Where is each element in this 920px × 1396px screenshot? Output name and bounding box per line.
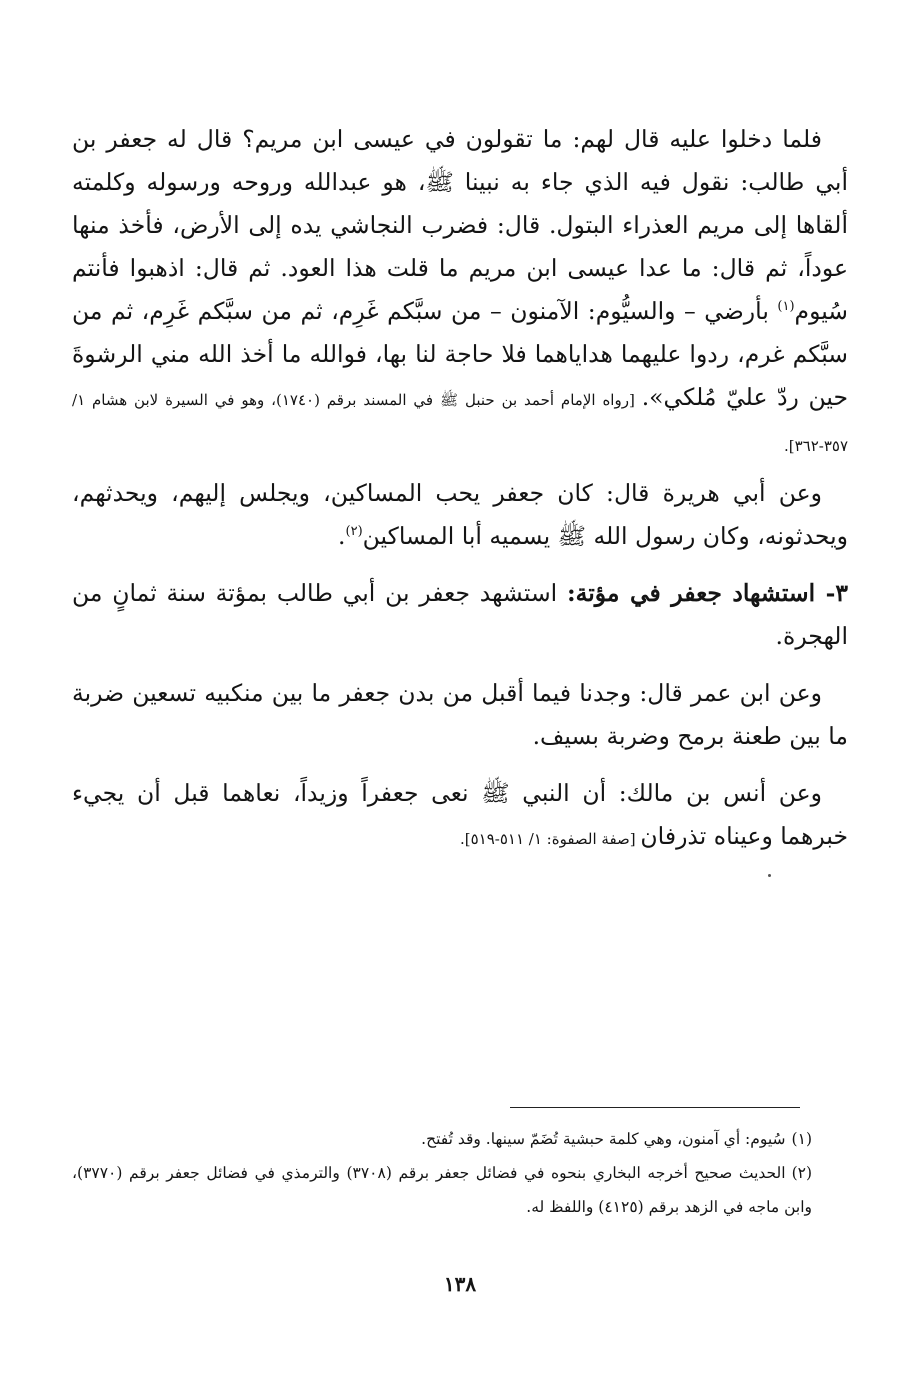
page-number: ١٣٨ [443,1272,477,1296]
paragraph-text: استشهد جعفر بن أبي طالب بمؤتة سنة ثمانٍ من الهجرة. [72,579,848,650]
footnote-1 [72,1122,812,1156]
footnote-text: الحديث صحيح أخرجه البخاري بنحوه في فضائل جعفر برقم (٣٧٠٨) والترمذي في فضائل جعفر برقم (٣٧٧٠)، وابن ماجه في الزهد برقم (٤١٢٥) واللفظ له. [72,1164,812,1216]
paragraph-text-end: . [338,522,346,550]
footnote-text: سُيوم: أي آمنون، وهي كلمة حبشية تُضَمّ سينها. وقد تُفتح. [421,1130,786,1148]
citation-musnad: [رواه الإمام أحمد بن حنبل ﷺ في المسند برقم (١٧٤٠)، وهو في السيرة لابن هشام ١/ ٣٥٧-٣٦٢]. [72,391,848,455]
footnote-2 [72,1156,812,1224]
footnote-number: (٢) [791,1164,813,1182]
citation-safwa: [صفة الصفوة: ١/ ٥١١-٥١٩]. [459,830,641,848]
paragraph-text-continued: بأرضي – والسيُّوم: الآمنون – من سبَّكم غَرِم، ثم من سبَّكم غَرِم، ثم من سبَّكم غرم، ردوا عليهما هداياهما فلا حاجة لنا بها، فوالله ما أخذ الله مني الرشوةَ حين ردّ عليّ مُلكي». [72,297,848,411]
main-text [72,118,848,875]
footnotes [72,1122,812,1224]
footnote-ref-2[interactable]: (٢) [345,524,363,540]
footnote-ref-1[interactable]: (١) [777,299,795,315]
paragraph-abu-huraira [72,472,848,558]
paragraph-ibn-umar [72,672,848,758]
paragraph-najashi [72,118,848,468]
paragraph-text: وعن أبي هريرة قال: كان جعفر يحب المساكين، ويجلس إليهم، ويحدثهم، ويحدثونه، وكان رسول الله ﷺ يسميه أبا المساكين [72,479,848,550]
scan-speck [768,874,771,877]
footnote-number: (١) [791,1130,812,1148]
paragraph-text: وعن ابن عمر قال: وجدنا فيما أقبل من بدن جعفر ما بين منكبيه تسعين ضربة ما بين طعنة برمح وضربة بسيف. [72,679,848,750]
paragraph-section-heading [72,572,848,658]
paragraph-anas [72,772,848,861]
paragraph-text: وعن أنس بن مالك: أن النبي ﷺ نعى جعفراً وزيداً، نعاهما قبل أن يجيء خبرهما وعيناه تذرفان [72,779,848,850]
footnote-divider [510,1107,800,1108]
paragraph-text: فلما دخلوا عليه قال لهم: ما تقولون في عيسى ابن مريم؟ قال له جعفر بن أبي طالب: نقول فيه الذي جاء به نبينا ﷺ، هو عبدالله وروحه ورسوله وكلمته ألقاها إلى مريم العذراء البتول. قال: فضرب النجاشي يده إلى الأرض، فأخذ منها عوداً، ثم قال: ما عدا عيسى ابن مريم ما قلت هذا العود. ثم قال: اذهبوا فأنتم سُيوم [72,125,848,325]
section-heading: ٣- استشهاد جعفر في مؤتة: [566,579,848,607]
